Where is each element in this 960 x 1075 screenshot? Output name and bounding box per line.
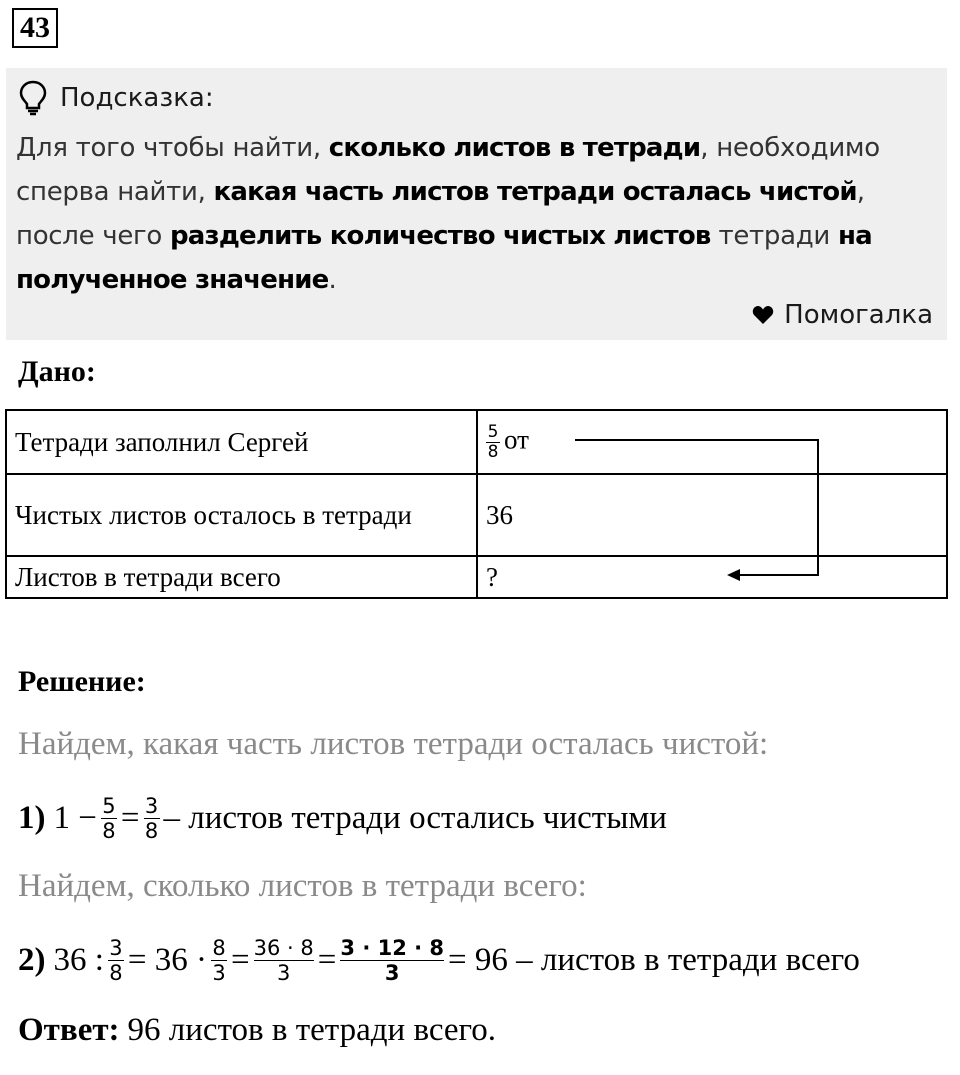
fraction bbox=[486, 423, 500, 462]
hint-highlight: сколько листов в тетради bbox=[328, 133, 701, 163]
heart-icon bbox=[752, 305, 774, 325]
fraction bbox=[144, 794, 160, 843]
hint-seg: , после чего bbox=[16, 177, 865, 251]
given-suffix: от bbox=[504, 424, 529, 455]
fraction-numerator: 5 bbox=[102, 793, 116, 818]
hint-seg: . bbox=[328, 265, 337, 295]
expr-part: – листов тетради остались чистыми bbox=[163, 799, 667, 836]
given-row bbox=[6, 410, 947, 474]
given-value bbox=[477, 410, 947, 474]
step-label: 2) bbox=[18, 941, 46, 978]
solution-heading: Решение: bbox=[18, 665, 146, 698]
given-row bbox=[6, 556, 947, 598]
step1 bbox=[18, 790, 667, 846]
hint-text bbox=[16, 126, 941, 302]
given-label: Листов в тетради всего bbox=[6, 556, 477, 598]
fraction-numerator: 5 bbox=[487, 421, 499, 442]
expr-part: 36 : bbox=[53, 941, 104, 978]
answer-text: 96 листов в тетради всего. bbox=[127, 1011, 497, 1048]
fraction-numerator: 3 · 12 · 8 bbox=[340, 935, 445, 960]
given-label: Тетради заполнил Сергей bbox=[6, 410, 477, 474]
fraction bbox=[108, 936, 124, 985]
fraction-numerator: 8 bbox=[212, 935, 226, 960]
answer bbox=[18, 1008, 496, 1052]
hint-header bbox=[18, 78, 214, 118]
hint-highlight: разделить количество чистых листов bbox=[169, 221, 711, 251]
hint-seg: тетради bbox=[710, 221, 838, 251]
hint-highlight: какая часть листов тетради осталась чистой bbox=[213, 177, 857, 207]
expr-part: = bbox=[231, 941, 250, 978]
answer-label: Ответ: bbox=[18, 1011, 120, 1048]
fraction bbox=[211, 936, 227, 985]
given-label: Чистых листов осталось в тетради bbox=[6, 474, 477, 556]
step2-intro: Найдем, сколько листов в тетради всего: bbox=[18, 867, 587, 904]
given-table bbox=[5, 409, 948, 599]
fraction-denominator: 8 bbox=[102, 818, 116, 843]
given-row bbox=[6, 474, 947, 556]
hint-seg: Для того чтобы найти, bbox=[16, 133, 329, 163]
expr-part: = bbox=[317, 941, 337, 978]
fraction-denominator: 3 bbox=[212, 960, 226, 985]
fraction-denominator: 3 bbox=[277, 960, 291, 985]
fraction bbox=[340, 936, 444, 985]
lightbulb-icon bbox=[18, 80, 48, 116]
step2 bbox=[18, 930, 860, 990]
fraction-numerator: 36 · 8 bbox=[253, 935, 314, 960]
fraction-denominator: 8 bbox=[487, 441, 499, 462]
expr-part: = 96 – листов в тетради всего bbox=[448, 941, 860, 978]
hint-highlight: на полученное значение bbox=[16, 221, 872, 295]
helper-credit bbox=[752, 300, 933, 330]
fraction bbox=[254, 936, 314, 985]
step-label: 1) bbox=[18, 799, 46, 836]
given-heading: Дано: bbox=[18, 355, 96, 388]
expr-part: = 36 · bbox=[127, 941, 208, 978]
problem-number: 43 bbox=[12, 8, 58, 48]
helper-label: Помогалка bbox=[784, 300, 933, 330]
step1-intro: Найдем, какая часть листов тетради осталась чистой: bbox=[18, 725, 769, 762]
fraction-denominator: 8 bbox=[109, 960, 123, 985]
fraction bbox=[101, 794, 117, 843]
fraction-denominator: 3 bbox=[384, 960, 400, 985]
fraction-numerator: 3 bbox=[109, 935, 123, 960]
expr-part: = bbox=[120, 799, 140, 836]
hint-title: Подсказка: bbox=[60, 83, 214, 113]
given-value: ? bbox=[477, 556, 947, 598]
given-value: 36 bbox=[477, 474, 947, 556]
hint-seg: , необходимо сперва найти, bbox=[16, 133, 880, 207]
expr-part: 1 − bbox=[53, 799, 97, 836]
fraction-numerator: 3 bbox=[144, 793, 159, 818]
fraction-denominator: 8 bbox=[144, 818, 159, 843]
hint-box bbox=[6, 68, 947, 340]
